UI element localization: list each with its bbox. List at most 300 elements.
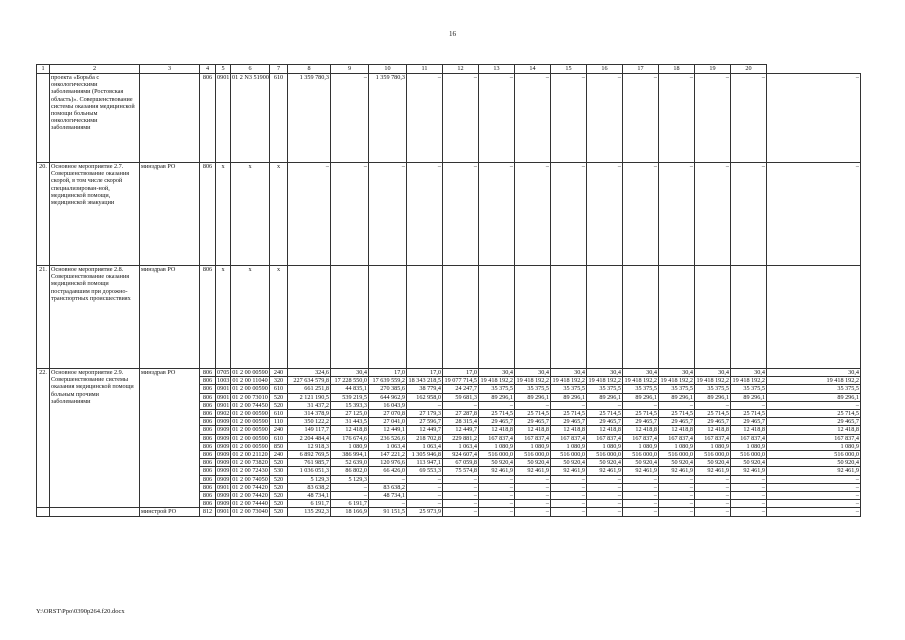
amount-cell: 50 920,4 bbox=[767, 459, 861, 467]
table-row bbox=[37, 266, 861, 369]
amount-cell: 350 122,2 bbox=[288, 418, 331, 426]
code-cell: 0909 bbox=[217, 500, 230, 508]
amount-cell: – bbox=[443, 401, 479, 409]
amount-cell: 25 714,5 bbox=[515, 410, 551, 418]
code-cell: 806 bbox=[200, 500, 216, 508]
amount-cell: – bbox=[369, 475, 407, 483]
amount-cell: 661 251,8 bbox=[288, 385, 331, 393]
measure-name: проекта «Борьба с онкологическими заболеваниями (Ростовская область)». Совершенствование системы оказания медицинской помощи больным онкологическими заболеваниями bbox=[50, 74, 140, 163]
code-cell: 610 bbox=[270, 434, 288, 442]
amount-cell: – bbox=[731, 500, 767, 508]
code-cell: 01 2 00 73040 bbox=[232, 508, 268, 516]
amount-cell: 12 418,8 bbox=[659, 426, 695, 434]
amount-cell: 89 296,1 bbox=[551, 393, 587, 401]
amount-cell: 50 920,4 bbox=[695, 459, 731, 467]
amount-cell: – bbox=[659, 483, 695, 491]
amount-cell: 27 596,7 bbox=[407, 418, 443, 426]
code-cell: 806 bbox=[200, 163, 216, 266]
amount-cell: 12 418,8 bbox=[623, 426, 659, 434]
amount-cell bbox=[731, 266, 767, 369]
amount-cell: 16 043,9 bbox=[369, 401, 407, 409]
amount-cell: 25 714,5 bbox=[587, 410, 623, 418]
amount-cell: 89 296,1 bbox=[695, 393, 731, 401]
code-cell: 806 bbox=[200, 451, 216, 459]
amount-cell bbox=[695, 266, 731, 369]
amount-cell: 2 121 190,5 bbox=[288, 393, 331, 401]
amount-cell: 35 375,5 bbox=[623, 385, 659, 393]
code-cell: 0909 bbox=[217, 459, 230, 467]
code-cell: 240 bbox=[270, 451, 288, 459]
amount-cell: – bbox=[331, 163, 369, 266]
amount-cell: 31 443,5 bbox=[331, 418, 369, 426]
amount-cell: – bbox=[443, 492, 479, 500]
amount-cell: 6 191,7 bbox=[288, 500, 331, 508]
code-cell: 812 bbox=[200, 508, 216, 516]
code-cell: 806 bbox=[200, 74, 216, 163]
amount-cell: 25 714,5 bbox=[731, 410, 767, 418]
amount-cell: – bbox=[623, 492, 659, 500]
amount-cell: 17 228 550,0 bbox=[331, 377, 369, 385]
amount-cell: – bbox=[659, 401, 695, 409]
amount-cell: 27 287,8 bbox=[443, 410, 479, 418]
file-path-footer: Y:\ORST\Ppo\0390p264.f20.docx bbox=[36, 608, 125, 615]
amount-cell: – bbox=[551, 163, 587, 266]
code-cell: 806 bbox=[200, 401, 216, 409]
code-cell: 0909 bbox=[217, 442, 230, 450]
amount-cell: – bbox=[695, 163, 731, 266]
amount-cell: 516 000,0 bbox=[659, 451, 695, 459]
amount-cell: 12 449,7 bbox=[407, 426, 443, 434]
column-header: 13 bbox=[479, 65, 515, 74]
amount-cell: – bbox=[515, 492, 551, 500]
amount-cell: – bbox=[331, 483, 369, 491]
amount-cell: – bbox=[551, 500, 587, 508]
code-cell: x bbox=[216, 266, 231, 369]
amount-cell: 12 418,8 bbox=[515, 426, 551, 434]
code-cell: 520 bbox=[270, 459, 288, 467]
amount-cell: – bbox=[407, 74, 443, 163]
amount-cell: 1 080,9 bbox=[767, 442, 861, 450]
amount-cell: – bbox=[767, 492, 861, 500]
amount-cell: 50 920,4 bbox=[515, 459, 551, 467]
amount-cell: – bbox=[443, 508, 479, 516]
amount-cell: 30,4 bbox=[659, 369, 695, 377]
amount-cell: – bbox=[731, 401, 767, 409]
amount-cell: 1 359 780,3 bbox=[369, 74, 407, 163]
code-cell: 320 bbox=[270, 377, 288, 385]
amount-cell: 92 461,9 bbox=[659, 467, 695, 475]
amount-cell: – bbox=[407, 401, 443, 409]
amount-cell bbox=[623, 266, 659, 369]
amount-cell bbox=[443, 266, 479, 369]
amount-cell: 30,4 bbox=[479, 369, 515, 377]
column-header: 15 bbox=[551, 65, 587, 74]
column-header: 10 bbox=[369, 65, 407, 74]
amount-cell: – bbox=[659, 475, 695, 483]
amount-cell: 25 973,9 bbox=[407, 508, 443, 516]
column-header: 5 bbox=[216, 65, 231, 74]
amount-cell: 17,0 bbox=[407, 369, 443, 377]
table-row bbox=[37, 163, 861, 266]
amount-cell: – bbox=[623, 401, 659, 409]
code-cell: 0909 bbox=[217, 434, 230, 442]
amount-cell: 50 920,4 bbox=[623, 459, 659, 467]
amount-cell: 25 714,5 bbox=[695, 410, 731, 418]
amount-cell bbox=[369, 266, 407, 369]
amount-cell: 167 837,4 bbox=[515, 434, 551, 442]
amount-cell: 66 426,0 bbox=[369, 467, 407, 475]
amount-cell bbox=[479, 266, 515, 369]
code-cell: 520 bbox=[270, 401, 288, 409]
amount-cell: 92 461,9 bbox=[587, 467, 623, 475]
amount-cell bbox=[659, 266, 695, 369]
amount-cell: – bbox=[767, 163, 861, 266]
amount-cell: 167 837,4 bbox=[551, 434, 587, 442]
amount-cell: 516 000,0 bbox=[767, 451, 861, 459]
amount-cell: 167 837,4 bbox=[479, 434, 515, 442]
amount-cell: – bbox=[587, 74, 623, 163]
code-cell: 530 bbox=[270, 467, 288, 475]
amount-cell: 92 461,9 bbox=[623, 467, 659, 475]
code-cell: x bbox=[270, 163, 288, 266]
amount-cell: 12 418,8 bbox=[587, 426, 623, 434]
amount-cell: 35 375,5 bbox=[587, 385, 623, 393]
amount-cell: 167 837,4 bbox=[659, 434, 695, 442]
row-number bbox=[37, 508, 50, 516]
amount-cell: 12 418,8 bbox=[731, 426, 767, 434]
amount-cell: 236 526,6 bbox=[369, 434, 407, 442]
code-cell: 806 bbox=[200, 426, 216, 434]
amount-cell: 50 920,4 bbox=[551, 459, 587, 467]
amount-cell: 12 418,8 bbox=[767, 426, 861, 434]
code-cell: 01 2 00 11040 bbox=[232, 377, 268, 385]
amount-cell: 92 461,9 bbox=[731, 467, 767, 475]
amount-cell: 29 465,7 bbox=[767, 418, 861, 426]
amount-cell: 6 892 769,5 bbox=[288, 451, 331, 459]
amount-cell: 314 378,9 bbox=[288, 410, 331, 418]
executor: минздрав РО bbox=[140, 163, 200, 266]
amount-cell: – bbox=[731, 74, 767, 163]
code-cell: 0901 bbox=[217, 483, 230, 491]
amount-cell: 19 418 192,2 bbox=[731, 377, 767, 385]
amount-cell: 75 574,8 bbox=[443, 467, 479, 475]
column-header: 8 bbox=[288, 65, 331, 74]
code-cell: 01 2 00 00590 bbox=[232, 385, 268, 393]
executor: минздрав РО bbox=[140, 369, 200, 508]
amount-cell: – bbox=[767, 401, 861, 409]
amount-cell: 48 734,1 bbox=[369, 492, 407, 500]
amount-cell: 19 418 192,2 bbox=[659, 377, 695, 385]
amount-cell: – bbox=[479, 475, 515, 483]
amount-cell: 69 553,3 bbox=[407, 467, 443, 475]
page-number: 16 bbox=[449, 30, 456, 38]
amount-cell: 50 920,4 bbox=[731, 459, 767, 467]
amount-cell: 19 418 192,2 bbox=[551, 377, 587, 385]
amount-cell: 92 461,9 bbox=[767, 467, 861, 475]
amount-cell: 17,0 bbox=[443, 369, 479, 377]
amount-cell: – bbox=[407, 492, 443, 500]
amount-cell: 218 702,8 bbox=[407, 434, 443, 442]
column-header: 11 bbox=[407, 65, 443, 74]
code-cell: x bbox=[270, 266, 288, 369]
column-header: 12 bbox=[443, 65, 479, 74]
amount-cell: 19 418 192,2 bbox=[515, 377, 551, 385]
row-number: 22. bbox=[37, 369, 50, 508]
amount-cell: 30,4 bbox=[695, 369, 731, 377]
amount-cell: – bbox=[331, 492, 369, 500]
code-cell: 0901 bbox=[217, 401, 230, 409]
row-number bbox=[37, 74, 50, 163]
code-cell: 0901 bbox=[217, 393, 230, 401]
amount-cell: – bbox=[731, 492, 767, 500]
code-cell: 0705 bbox=[217, 369, 230, 376]
amount-cell: 25 714,5 bbox=[623, 410, 659, 418]
amount-cell: 516 000,0 bbox=[551, 451, 587, 459]
amount-cell: 1 359 780,3 bbox=[288, 74, 331, 163]
amount-cell: – bbox=[659, 500, 695, 508]
amount-cell: 516 000,0 bbox=[695, 451, 731, 459]
code-cell: 01 2 00 00590 bbox=[232, 442, 268, 450]
amount-cell: – bbox=[479, 163, 515, 266]
amount-cell: 113 947,1 bbox=[407, 459, 443, 467]
amount-cell: 135 292,3 bbox=[288, 508, 331, 516]
code-cell: 0901 bbox=[217, 508, 230, 516]
amount-cell: 12 449,1 bbox=[369, 426, 407, 434]
amount-cell: 92 461,9 bbox=[695, 467, 731, 475]
amount-cell: 35 375,5 bbox=[551, 385, 587, 393]
amount-cell: 30,4 bbox=[587, 369, 623, 377]
amount-cell: 539 219,5 bbox=[331, 393, 369, 401]
amount-cell: 89 296,1 bbox=[659, 393, 695, 401]
amount-cell: – bbox=[407, 163, 443, 266]
amount-cell: 1 080,9 bbox=[551, 442, 587, 450]
code-cell: 01 2 00 21120 bbox=[232, 451, 268, 459]
amount-cell: 924 607,4 bbox=[443, 451, 479, 459]
column-header: 6 bbox=[231, 65, 270, 74]
amount-cell: 5 129,3 bbox=[331, 475, 369, 483]
code-cell: 806 bbox=[200, 442, 216, 450]
code-cell: 520 bbox=[270, 475, 288, 483]
amount-cell: – bbox=[479, 74, 515, 163]
amount-cell: 27 070,8 bbox=[369, 410, 407, 418]
amount-cell: 35 375,5 bbox=[731, 385, 767, 393]
code-cell: 806 bbox=[200, 434, 216, 442]
code-cell: 0909 bbox=[217, 451, 230, 459]
row-number: 20. bbox=[37, 163, 50, 266]
code-cell: 110 bbox=[270, 418, 288, 426]
amount-cell: – bbox=[659, 508, 695, 516]
amount-cell: 167 837,4 bbox=[695, 434, 731, 442]
column-header: 1 bbox=[37, 65, 50, 74]
amount-cell: 516 000,0 bbox=[515, 451, 551, 459]
code-cell: 01 2 00 74440 bbox=[232, 500, 268, 508]
amount-cell: 12 449,7 bbox=[443, 426, 479, 434]
amount-cell: – bbox=[479, 483, 515, 491]
amount-cell: – bbox=[587, 475, 623, 483]
amount-cell: – bbox=[479, 500, 515, 508]
amount-cell: 1 080,9 bbox=[515, 442, 551, 450]
amount-cell: – bbox=[515, 74, 551, 163]
amount-cell: – bbox=[515, 475, 551, 483]
amount-cell: – bbox=[515, 500, 551, 508]
amount-cell: 35 375,5 bbox=[479, 385, 515, 393]
amount-cell: 29 465,7 bbox=[551, 418, 587, 426]
amount-cell: – bbox=[551, 401, 587, 409]
code-cell: 01 2 00 73820 bbox=[232, 459, 268, 467]
table-row bbox=[37, 369, 861, 377]
amount-cell: 89 296,1 bbox=[479, 393, 515, 401]
amount-cell: 19 418 192,2 bbox=[695, 377, 731, 385]
amount-cell: 149 117,7 bbox=[288, 426, 331, 434]
amount-cell: – bbox=[407, 483, 443, 491]
measure-name: Основное мероприятие 2.8. Совершенствование оказания медицинской помощи пострадавшим при дорожно-транспортных происшествиях bbox=[50, 266, 140, 369]
amount-cell: 30,4 bbox=[331, 369, 369, 377]
amount-cell: 29 465,7 bbox=[659, 418, 695, 426]
amount-cell: 50 920,4 bbox=[479, 459, 515, 467]
amount-cell: 167 837,4 bbox=[731, 434, 767, 442]
code-cell: 0902 bbox=[217, 410, 230, 418]
amount-cell: 12 418,8 bbox=[479, 426, 515, 434]
code-cell: x bbox=[231, 266, 270, 369]
column-header: 9 bbox=[331, 65, 369, 74]
amount-cell: 516 000,0 bbox=[479, 451, 515, 459]
amount-cell: 19 418 192,2 bbox=[479, 377, 515, 385]
table-row bbox=[37, 508, 861, 516]
amount-cell: – bbox=[659, 163, 695, 266]
code-cell: 806 bbox=[200, 418, 216, 426]
amount-cell: 227 634 579,8 bbox=[288, 377, 331, 385]
amount-cell: 1 080,9 bbox=[331, 442, 369, 450]
column-header: 2 bbox=[50, 65, 140, 74]
amount-cell: 29 465,7 bbox=[479, 418, 515, 426]
amount-cell: 1 080,9 bbox=[587, 442, 623, 450]
code-cell: 806 bbox=[200, 483, 216, 491]
amount-cell: – bbox=[767, 500, 861, 508]
amount-cell: 1 080,9 bbox=[659, 442, 695, 450]
amount-cell: – bbox=[369, 163, 407, 266]
amount-cell: – bbox=[288, 163, 331, 266]
amount-cell: – bbox=[479, 508, 515, 516]
amount-cell: – bbox=[695, 74, 731, 163]
amount-cell: – bbox=[443, 500, 479, 508]
column-header: 17 bbox=[623, 65, 659, 74]
table-row bbox=[37, 74, 861, 163]
code-cell: 0901 bbox=[216, 74, 231, 163]
amount-cell: 30,4 bbox=[515, 369, 551, 377]
amount-cell: – bbox=[623, 74, 659, 163]
amount-cell: 25 714,5 bbox=[659, 410, 695, 418]
amount-cell: 12 918,3 bbox=[288, 442, 331, 450]
amount-cell: 19 418 192,2 bbox=[623, 377, 659, 385]
code-cell: 520 bbox=[270, 508, 288, 516]
code-cell: 01 2 00 00590 bbox=[232, 418, 268, 426]
amount-cell: 27 041,0 bbox=[369, 418, 407, 426]
amount-cell: 25 714,5 bbox=[767, 410, 861, 418]
column-header: 20 bbox=[731, 65, 767, 74]
amount-cell: – bbox=[551, 508, 587, 516]
executor: минздрав РО bbox=[140, 266, 200, 369]
code-cell: 806 bbox=[200, 385, 216, 393]
amount-cell: 91 151,5 bbox=[369, 508, 407, 516]
amount-cell: 35 375,5 bbox=[695, 385, 731, 393]
amount-cell: – bbox=[515, 483, 551, 491]
amount-cell: 35 375,5 bbox=[515, 385, 551, 393]
amount-cell: 15 393,3 bbox=[331, 401, 369, 409]
code-cell: 01 2 00 74420 bbox=[232, 483, 268, 491]
code-cell: 806 bbox=[200, 459, 216, 467]
amount-cell: – bbox=[587, 508, 623, 516]
code-cell: 806 bbox=[200, 410, 216, 418]
code-cell: 610 bbox=[270, 74, 288, 163]
amount-cell: – bbox=[695, 401, 731, 409]
measure-name bbox=[50, 508, 140, 516]
amount-cell: – bbox=[767, 483, 861, 491]
amount-cell: 92 461,9 bbox=[479, 467, 515, 475]
amount-cell: 29 465,7 bbox=[695, 418, 731, 426]
amount-cell: 83 638,2 bbox=[369, 483, 407, 491]
amount-cell: 48 734,1 bbox=[288, 492, 331, 500]
amount-cell: 30,4 bbox=[767, 369, 861, 377]
amount-cell: 18 166,9 bbox=[331, 508, 369, 516]
code-cell: 0909 bbox=[217, 475, 230, 483]
code-cell: 806 bbox=[200, 266, 216, 369]
amount-cell: 147 221,2 bbox=[369, 451, 407, 459]
amount-cell: 2 204 484,4 bbox=[288, 434, 331, 442]
amount-cell: 1 036 051,3 bbox=[288, 467, 331, 475]
amount-cell: 386 994,1 bbox=[331, 451, 369, 459]
row-number: 21. bbox=[37, 266, 50, 369]
code-cell: 01 2 00 74420 bbox=[232, 492, 268, 500]
amount-cell: – bbox=[443, 163, 479, 266]
code-cell: 850 bbox=[270, 442, 288, 450]
amount-cell: 29 465,7 bbox=[623, 418, 659, 426]
amount-cell: – bbox=[623, 163, 659, 266]
amount-cell: – bbox=[551, 492, 587, 500]
code-cell: 01 2 00 72430 bbox=[232, 467, 268, 475]
amount-cell: 28 315,4 bbox=[443, 418, 479, 426]
amount-cell: 516 000,0 bbox=[731, 451, 767, 459]
amount-cell: 162 958,0 bbox=[407, 393, 443, 401]
amount-cell: – bbox=[767, 74, 861, 163]
code-cell: 01 2 00 00590 bbox=[232, 426, 268, 434]
amount-cell: – bbox=[407, 475, 443, 483]
amount-cell: 19 418 192,2 bbox=[587, 377, 623, 385]
amount-cell: 89 296,1 bbox=[587, 393, 623, 401]
code-cell: 806 bbox=[200, 467, 216, 475]
code-cell: x bbox=[216, 163, 231, 266]
amount-cell: 12 418,8 bbox=[695, 426, 731, 434]
code-cell: 01 2 00 00590 bbox=[232, 369, 268, 376]
amount-cell: – bbox=[623, 483, 659, 491]
amount-cell bbox=[767, 266, 861, 369]
code-cell: 520 bbox=[270, 483, 288, 491]
executor: минстрой РО bbox=[140, 508, 200, 516]
amount-cell: – bbox=[331, 74, 369, 163]
amount-cell: 1 080,9 bbox=[695, 442, 731, 450]
code-cell: 520 bbox=[270, 492, 288, 500]
code-cell: 1003 bbox=[217, 377, 230, 385]
amount-cell: 30,4 bbox=[731, 369, 767, 377]
amount-cell: – bbox=[695, 500, 731, 508]
amount-cell: – bbox=[515, 163, 551, 266]
amount-cell: 31 437,2 bbox=[288, 401, 331, 409]
amount-cell: 1 063,4 bbox=[369, 442, 407, 450]
amount-cell: 38 779,4 bbox=[407, 385, 443, 393]
amount-cell: 1 063,4 bbox=[407, 442, 443, 450]
amount-cell: – bbox=[443, 74, 479, 163]
amount-cell: – bbox=[659, 492, 695, 500]
column-header: 18 bbox=[659, 65, 695, 74]
